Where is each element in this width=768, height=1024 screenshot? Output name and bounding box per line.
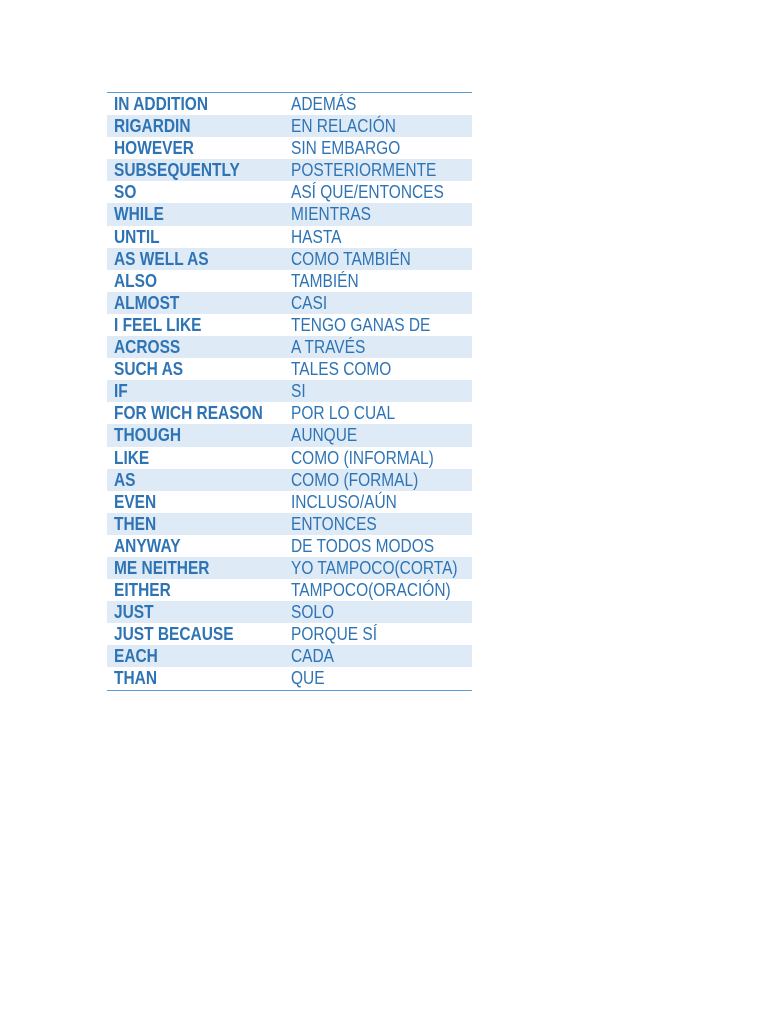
table-row [107, 270, 472, 292]
table-row [107, 535, 472, 557]
english-term: THOUGH [107, 424, 284, 446]
spanish-translation: YO TAMPOCO(CORTA) [284, 557, 472, 579]
spanish-translation: HASTA [291, 226, 342, 247]
table-row [107, 402, 472, 424]
spanish-translation: POR LO CUAL [291, 403, 396, 424]
spanish-translation: COMO TAMBIÉN [284, 248, 472, 270]
english-term: I FEEL LIKE [114, 314, 202, 335]
table-row [107, 203, 472, 225]
table-row [107, 601, 472, 623]
spanish-translation: A TRAVÉS [284, 336, 472, 358]
english-term: WHILE [107, 203, 284, 225]
english-term: THAN [114, 668, 157, 689]
spanish-translation: POSTERIORMENTE [284, 159, 472, 181]
table-row [107, 292, 472, 314]
english-term: EACH [107, 645, 284, 667]
english-term: SO [114, 182, 137, 203]
table-row [107, 159, 472, 181]
spanish-translation: SI [284, 380, 472, 402]
english-term: SUBSEQUENTLY [107, 159, 284, 181]
english-term: THEN [107, 513, 284, 535]
spanish-translation: AUNQUE [284, 424, 472, 446]
spanish-translation: EN RELACIÓN [284, 115, 472, 137]
table-row [107, 137, 472, 159]
english-term: RIGARDIN [107, 115, 284, 137]
table-row [107, 226, 472, 248]
spanish-translation: QUE [291, 668, 325, 689]
spanish-translation: PORQUE SÍ [291, 624, 378, 645]
english-term: ACROSS [107, 336, 284, 358]
english-term: IN ADDITION [114, 94, 209, 114]
spanish-translation: TALES COMO [291, 359, 392, 380]
spanish-translation: DE TODOS MODOS [291, 535, 435, 556]
table-row [107, 358, 472, 380]
spanish-translation: MIENTRAS [284, 203, 472, 225]
spanish-translation: ASÍ QUE/ENTONCES [291, 182, 444, 203]
english-term: JUST BECAUSE [114, 624, 234, 645]
english-term: AS WELL AS [107, 248, 284, 270]
english-term: ALMOST [107, 292, 284, 314]
table-row [107, 181, 472, 203]
english-term: ANYWAY [114, 535, 181, 556]
spanish-translation: CADA [284, 645, 472, 667]
spanish-translation: SIN EMBARGO [291, 138, 401, 159]
table-row [107, 491, 472, 513]
table-row [107, 513, 472, 535]
spanish-translation: ADEMÁS [291, 94, 357, 114]
spanish-translation: CASI [284, 292, 472, 314]
table-row [107, 557, 472, 579]
spanish-translation: TAMPOCO(ORACIÓN) [291, 580, 451, 601]
spanish-translation: COMO (INFORMAL) [291, 447, 434, 468]
vocabulary-table [107, 92, 472, 691]
spanish-translation: SOLO [284, 601, 472, 623]
spanish-translation: ENTONCES [284, 513, 472, 535]
table-row [107, 623, 472, 645]
table-row [107, 248, 472, 270]
spanish-translation: TENGO GANAS DE [291, 314, 431, 335]
english-term: AS [107, 469, 284, 491]
english-term: LIKE [114, 447, 150, 468]
english-term: JUST [107, 601, 284, 623]
table-row [107, 424, 472, 446]
english-term: ME NEITHER [107, 557, 284, 579]
english-term: EITHER [114, 580, 171, 601]
table-row [107, 314, 472, 336]
english-term: IF [107, 380, 284, 402]
table-row [107, 579, 472, 601]
table-row [107, 469, 472, 491]
table-row [107, 336, 472, 358]
english-term: SUCH AS [114, 359, 184, 380]
english-term: HOWEVER [114, 138, 194, 159]
spanish-translation: TAMBIÉN [291, 270, 359, 291]
spanish-translation: INCLUSO/AÚN [291, 491, 397, 512]
english-term: ALSO [114, 270, 158, 291]
table-row [107, 115, 472, 137]
english-term: UNTIL [114, 226, 160, 247]
table-row [107, 447, 472, 469]
table-row [107, 667, 472, 690]
english-term: FOR WICH REASON [114, 403, 263, 424]
table-row [107, 93, 472, 116]
table-row [107, 645, 472, 667]
table-row [107, 380, 472, 402]
english-term: EVEN [114, 491, 157, 512]
spanish-translation: COMO (FORMAL) [284, 469, 472, 491]
